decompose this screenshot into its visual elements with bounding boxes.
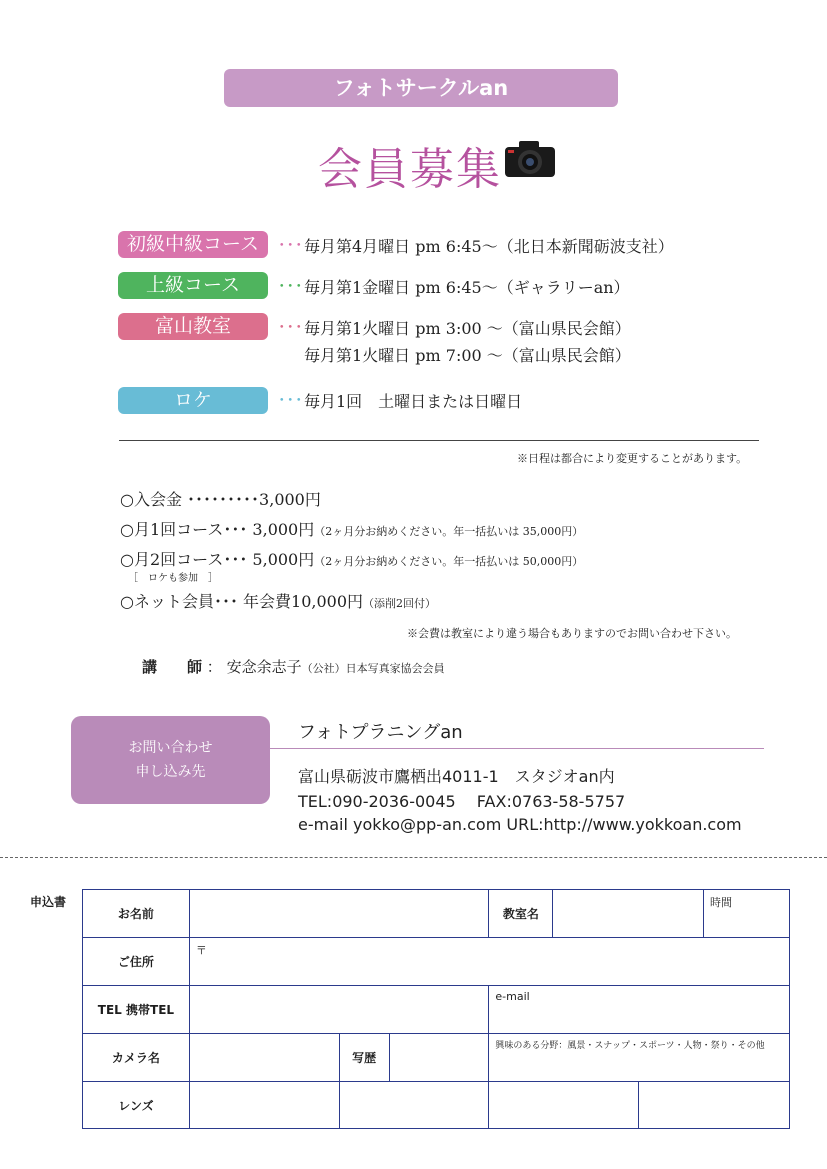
cut-line [0, 857, 827, 858]
course-advanced-dots: ･･･ [278, 277, 304, 295]
inquiry-box [71, 716, 270, 804]
contact-company: フォトプラニングan [298, 722, 463, 743]
course-toyama-label: 富山教室 [118, 313, 268, 340]
teacher-affiliation: （公社）日本写真家協会会員 [301, 662, 445, 675]
form-classroom-field[interactable] [553, 890, 704, 938]
course-toyama-schedule-1: 毎月第1火曜日 pm 3:00 〜（富山県民会館） [304, 319, 631, 338]
divider [119, 440, 759, 441]
application-form [82, 889, 790, 1129]
schedule-note: ※日程は都合により変更することがあります。 [517, 452, 748, 465]
form-address-label: ご住所 [83, 938, 190, 986]
teacher-label: 講 師 [142, 658, 203, 676]
course-toyama-dots: ･･･ [278, 318, 304, 336]
form-email-label: e-mail [495, 990, 530, 1003]
course-toyama-schedule-2: 毎月第1火曜日 pm 7:00 〜（富山県民会館） [304, 346, 631, 365]
form-lens-label: レンズ [83, 1082, 190, 1129]
course-location-dots: ･･･ [278, 391, 304, 409]
form-name-label: お名前 [83, 890, 190, 938]
form-lens-field-3[interactable] [489, 1082, 639, 1129]
form-interests-label: 興味のある分野：風景・スナップ・スポーツ・人物・祭り・その他 [495, 1041, 765, 1051]
contact-rule [270, 748, 764, 749]
course-location-label: ロケ [118, 387, 268, 414]
teacher-name: 安念余志子 [226, 658, 302, 676]
loke-note: ［ ロケも参加 ］ [128, 573, 218, 584]
form-interests-field[interactable] [489, 1034, 790, 1082]
course-beginner-dots: ･･･ [278, 236, 304, 254]
form-history-label: 写歴 [339, 1034, 389, 1082]
course-advanced-schedule: 毎月第1金曜日 pm 6:45〜（ギャラリーan） [304, 278, 630, 297]
teacher-line [142, 656, 445, 677]
fee-monthly-2-main: ○月2回コース･･･ 5,000円 [120, 550, 315, 569]
form-tel-label: TEL 携帯TEL [83, 986, 190, 1034]
fee-monthly-1-sub: （2ヶ月分お納めください。年一括払いは 35,000円） [314, 525, 584, 538]
form-classroom-label: 教室名 [489, 890, 553, 938]
form-name-field[interactable] [189, 890, 489, 938]
form-email-field[interactable] [489, 986, 790, 1034]
form-address-field[interactable] [189, 938, 789, 986]
form-camera-label: カメラ名 [83, 1034, 190, 1082]
fee-note: ※会費は教室により違う場合もありますのでお問い合わせ下さい。 [407, 627, 737, 640]
course-beginner-schedule: 毎月第4月曜日 pm 6:45〜（北日本新聞砺波支社） [304, 237, 674, 256]
page-title: 会員募集 [318, 144, 502, 195]
form-lens-field-2[interactable] [339, 1082, 489, 1129]
inquiry-line-1: お問い合わせ [128, 740, 213, 756]
fee-entrance: ○入会金 ･････････3,000円 [120, 490, 321, 509]
course-beginner-label: 初級中級コース [118, 231, 268, 258]
contact-tel-fax: TEL:090-2036-0045 FAX:0763-58-5757 [298, 792, 626, 811]
fee-monthly-1-main: ○月1回コース･･･ 3,000円 [120, 520, 315, 539]
course-location-schedule: 毎月1回 土曜日または日曜日 [304, 392, 523, 411]
form-time-label: 時間 [710, 896, 733, 909]
fee-net-member [120, 589, 436, 612]
form-time-field[interactable] [704, 890, 790, 938]
camera-icon [503, 137, 557, 179]
form-lens-field-1[interactable] [189, 1082, 339, 1129]
contact-address: 富山県砺波市鷹栖出4011-1 スタジオan内 [298, 767, 615, 786]
fee-monthly-1 [120, 517, 583, 540]
form-tel-field[interactable] [189, 986, 489, 1034]
form-history-field[interactable] [389, 1034, 489, 1082]
fee-net-main: ○ネット会員･･･ 年会費10,000円 [120, 592, 364, 611]
form-lens-field-4[interactable] [639, 1082, 790, 1129]
postal-mark: 〒 [195, 944, 207, 957]
form-camera-field[interactable] [189, 1034, 339, 1082]
teacher-colon: ： [206, 658, 222, 676]
course-advanced-label: 上級コース [118, 272, 268, 299]
form-title: 申込書 [30, 895, 67, 909]
contact-email-url: e-mail yokko@pp-an.com URL:http://www.yokkoan.com [298, 815, 742, 834]
fee-monthly-2 [120, 547, 583, 570]
circle-banner: フォトサークルan [224, 69, 618, 107]
inquiry-line-2: 申し込み先 [135, 764, 206, 780]
fee-net-sub: （添削2回付） [363, 597, 437, 610]
fee-monthly-2-sub: （2ヶ月分お納めください。年一括払いは 50,000円） [314, 555, 584, 568]
